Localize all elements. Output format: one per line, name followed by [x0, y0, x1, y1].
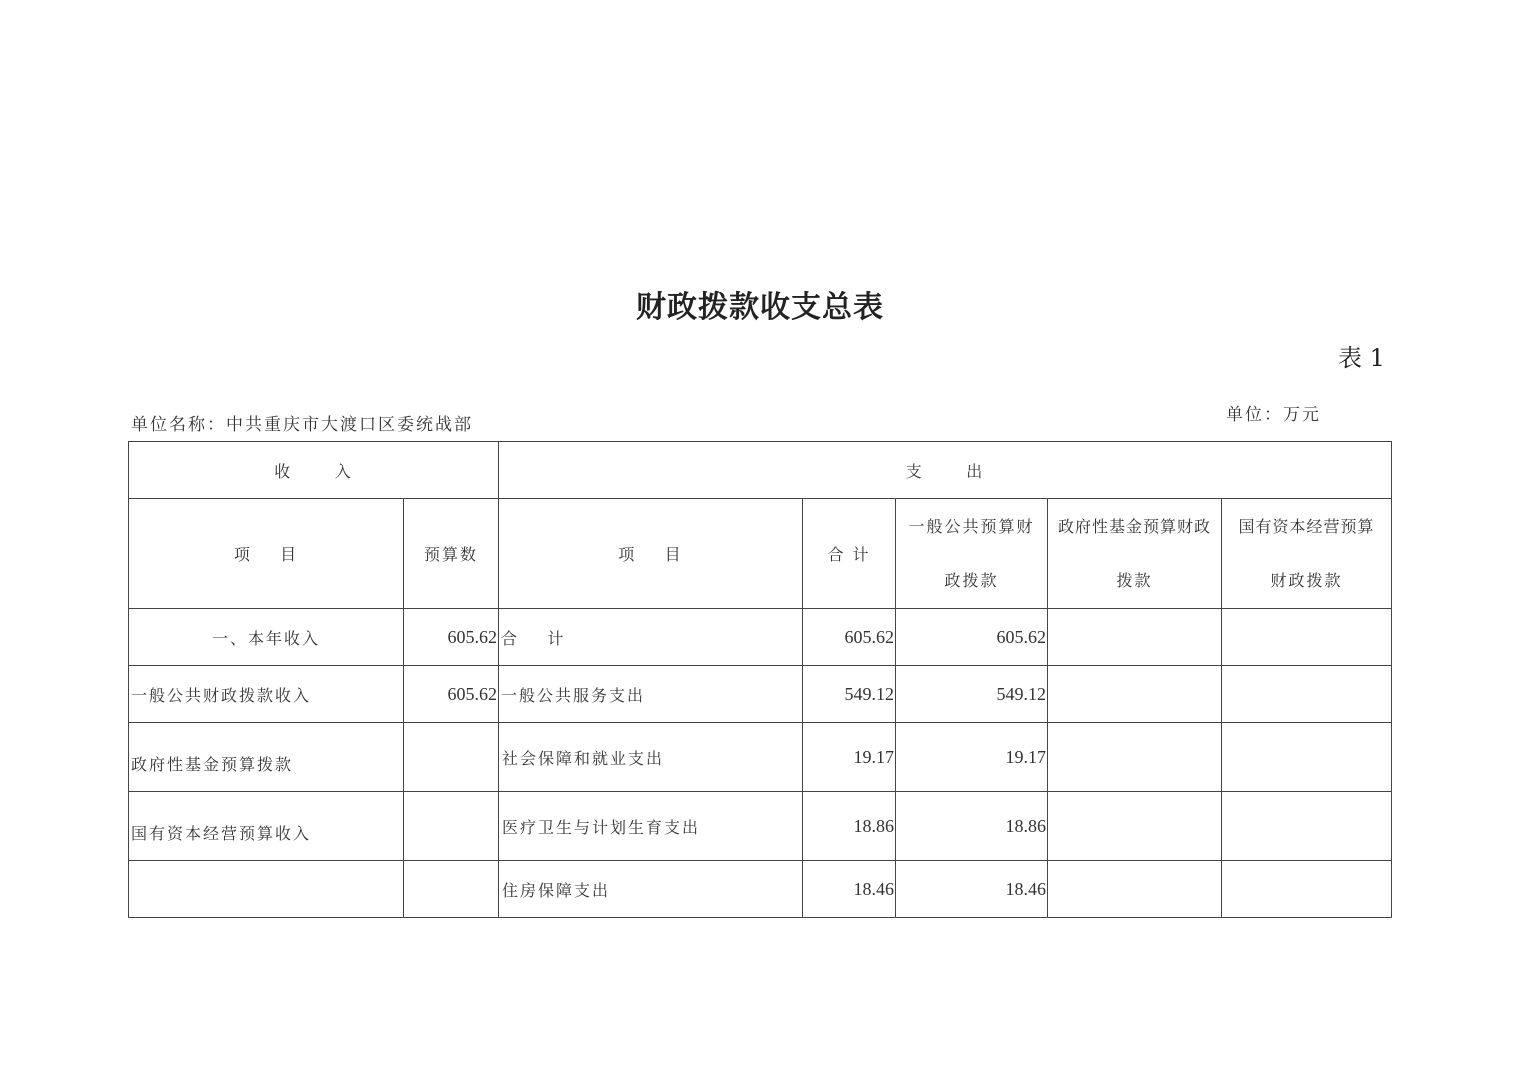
income-header: 收 入 — [129, 442, 499, 499]
expense-item-cell: 合 计 — [499, 609, 803, 666]
general-budget-cell: 18.86 — [896, 792, 1048, 861]
unit-label: 单位：万元 — [1226, 405, 1321, 425]
expense-item-cell: 住房保障支出 — [499, 861, 803, 918]
gov-fund-cell — [1048, 792, 1222, 861]
income-budget-cell — [404, 723, 499, 792]
state-capital-cell — [1222, 666, 1392, 723]
general-budget-header-line2: 政拨款 — [944, 570, 999, 590]
total-cell: 549.12 — [803, 666, 896, 723]
income-budget-header: 预算数 — [404, 499, 499, 609]
state-capital-cell — [1222, 609, 1392, 666]
general-budget-header — [896, 499, 1048, 609]
total-cell: 18.86 — [803, 792, 896, 861]
state-capital-header — [1222, 499, 1392, 609]
state-capital-cell — [1222, 792, 1392, 861]
page-title: 财政拨款收支总表 — [636, 290, 884, 325]
income-item-header: 项 目 — [129, 499, 404, 609]
gov-fund-header-line2: 拨款 — [1116, 570, 1153, 590]
gov-fund-header-line1: 政府性基金预算财政 — [1057, 516, 1211, 536]
general-budget-cell: 18.46 — [896, 861, 1048, 918]
table-row — [129, 723, 1392, 792]
org-name-label: 单位名称：中共重庆市大渡口区委统战部 — [131, 415, 473, 435]
general-budget-cell: 19.17 — [896, 723, 1048, 792]
general-budget-header-line1: 一般公共预算财 — [908, 516, 1035, 536]
table-row — [129, 792, 1392, 861]
budget-summary-table — [128, 441, 1392, 918]
income-budget-cell — [404, 861, 499, 918]
state-capital-header-line1: 国有资本经营预算 — [1238, 516, 1375, 536]
table-row — [129, 861, 1392, 918]
general-budget-cell: 605.62 — [896, 609, 1048, 666]
total-cell: 18.46 — [803, 861, 896, 918]
income-budget-cell — [404, 792, 499, 861]
state-capital-cell — [1222, 723, 1392, 792]
income-item-cell — [129, 861, 404, 918]
table-number: 表 1 — [1338, 344, 1385, 372]
total-cell: 19.17 — [803, 723, 896, 792]
income-budget-cell: 605.62 — [404, 609, 499, 666]
general-budget-cell: 549.12 — [896, 666, 1048, 723]
income-item-cell: 国有资本经营预算收入 — [129, 792, 404, 861]
state-capital-cell — [1222, 861, 1392, 918]
table-row — [129, 666, 1392, 723]
table-row — [129, 609, 1392, 666]
income-budget-cell: 605.62 — [404, 666, 499, 723]
expense-item-header: 项 目 — [499, 499, 803, 609]
income-item-cell: 一般公共财政拨款收入 — [129, 666, 404, 723]
gov-fund-cell — [1048, 723, 1222, 792]
gov-fund-cell — [1048, 861, 1222, 918]
income-item-cell: 一、本年收入 — [129, 609, 404, 666]
gov-fund-cell — [1048, 666, 1222, 723]
header-row-top — [129, 442, 1392, 499]
total-header: 合 计 — [803, 499, 896, 609]
state-capital-header-line2: 财政拨款 — [1270, 570, 1343, 590]
header-row-sub — [129, 499, 1392, 609]
income-item-cell: 政府性基金预算拨款 — [129, 723, 404, 792]
total-cell: 605.62 — [803, 609, 896, 666]
expense-item-cell: 医疗卫生与计划生育支出 — [499, 792, 803, 861]
gov-fund-cell — [1048, 609, 1222, 666]
gov-fund-header — [1048, 499, 1222, 609]
expense-header: 支 出 — [499, 442, 1392, 499]
expense-item-cell: 社会保障和就业支出 — [499, 723, 803, 792]
expense-item-cell: 一般公共服务支出 — [499, 666, 803, 723]
